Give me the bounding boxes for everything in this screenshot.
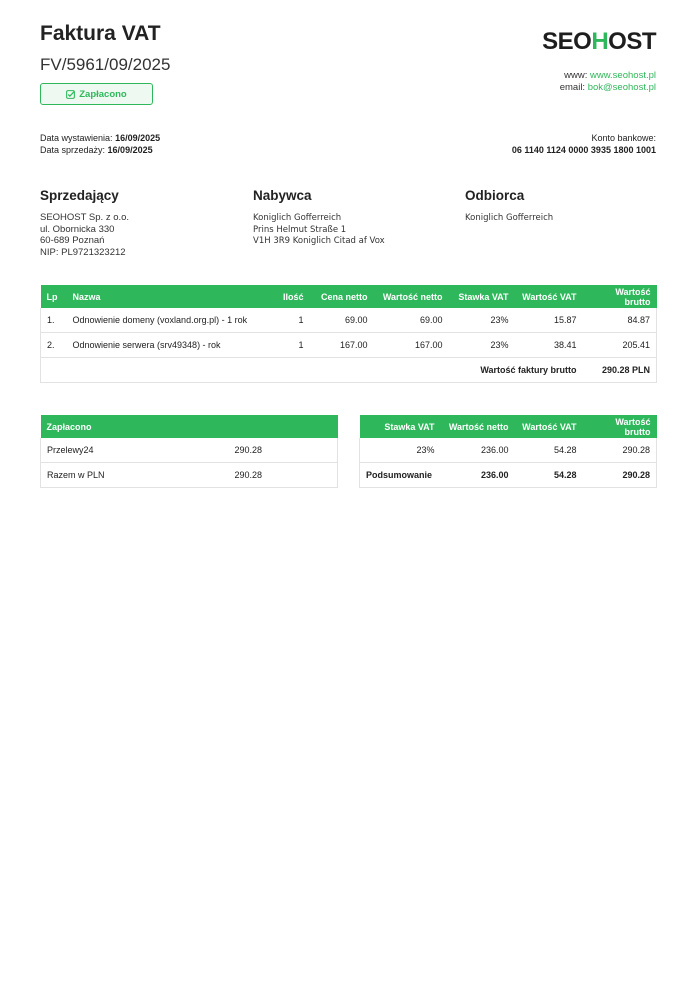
buyer-line: Koniglich Gofferreich — [253, 213, 342, 223]
email-link[interactable]: bok@seohost.pl — [587, 82, 656, 93]
bank-account-label: Konto bankowe: — [591, 133, 656, 143]
invoice-dates — [40, 133, 160, 156]
col-vat-rate: Stawka VAT — [449, 285, 515, 308]
vat-summary-net: 236.00 — [441, 463, 515, 488]
invoice-total-label: Wartość faktury brutto — [41, 358, 583, 383]
sale-date-label: Data sprzedaży: — [40, 144, 106, 155]
payment-header: Zapłacono — [41, 415, 229, 438]
invoice-title: Faktura VAT — [40, 22, 161, 45]
seller-line: ul. Obornicka 330 — [40, 223, 115, 235]
items-table — [40, 285, 657, 383]
payment-table — [40, 415, 338, 488]
issue-date-label: Data wystawienia: — [40, 133, 113, 143]
vat-col-net: Wartość netto — [441, 415, 515, 438]
item-lp: 2. — [41, 333, 67, 358]
vat-col-gross: Wartość brutto — [583, 415, 657, 438]
payment-method: Przelewy24 — [41, 438, 229, 463]
sale-date: 16/09/2025 — [107, 144, 153, 155]
item-net-value: 69.00 — [374, 308, 449, 333]
item-gross-value: 205.41 — [583, 333, 657, 358]
col-name: Nazwa — [67, 285, 272, 308]
table-row — [41, 333, 657, 358]
seohost-logo: SEOHOST — [542, 28, 656, 55]
seller-section — [40, 188, 240, 258]
item-gross-value: 84.87 — [583, 308, 657, 333]
table-row — [41, 308, 657, 333]
item-vat-value: 38.41 — [515, 333, 583, 358]
seller-heading: Sprzedający — [40, 188, 119, 203]
buyer-line: Prins Helmut Straße 1 — [253, 224, 347, 235]
col-lp: Lp — [41, 285, 67, 308]
issue-date: 16/09/2025 — [115, 133, 161, 143]
table-row — [360, 438, 657, 463]
items-header-row — [41, 285, 657, 308]
item-name: Odnowienie serwera (srv49348) - rok — [67, 333, 272, 358]
col-net-price: Cena netto — [310, 285, 374, 308]
col-qty: Ilość — [272, 285, 310, 308]
item-name: Odnowienie domeny (voxland.org.pl) - 1 rok — [67, 308, 272, 333]
vat-summary-gross: 290.28 — [583, 463, 657, 488]
vat-rate: 23% — [360, 438, 441, 463]
vat-col-vat: Wartość VAT — [515, 415, 583, 438]
vat-summary-row — [360, 463, 657, 488]
buyer-section — [253, 188, 453, 248]
vat-summary-label: Podsumowanie — [360, 463, 441, 488]
company-contact — [560, 70, 656, 94]
paid-status-badge — [40, 83, 153, 105]
item-vat-value: 15.87 — [515, 308, 583, 333]
vat-net: 236.00 — [441, 438, 515, 463]
email-label: email: — [559, 82, 586, 93]
buyer-heading: Nabywca — [253, 188, 312, 203]
col-vat-value: Wartość VAT — [515, 285, 583, 308]
recipient-line: Koniglich Gofferreich — [465, 213, 554, 223]
payment-header-blank — [229, 415, 338, 438]
paid-status-label: Zapłacono — [79, 88, 127, 100]
vat-value: 54.28 — [515, 438, 583, 463]
bank-account — [512, 133, 656, 156]
seller-line: NIP: PL9721323212 — [40, 246, 126, 258]
col-net-value: Wartość netto — [374, 285, 449, 308]
item-vat-rate: 23% — [449, 333, 515, 358]
item-net-price: 69.00 — [310, 308, 374, 333]
buyer-line: V1H 3R9 Koniglich Citad af Vox — [253, 236, 385, 246]
vat-summary-table — [359, 415, 657, 488]
payment-total-amount: 290.28 — [229, 463, 338, 488]
item-lp: 1. — [41, 308, 67, 333]
seller-line: 60-689 Poznań — [40, 235, 105, 246]
invoice-total-value: 290.28 PLN — [583, 358, 657, 383]
table-row — [41, 438, 338, 463]
website-link[interactable]: www.seohost.pl — [589, 70, 656, 81]
item-vat-rate: 23% — [449, 308, 515, 333]
vat-summary-vat: 54.28 — [515, 463, 583, 488]
seller-line: SEOHOST Sp. z o.o. — [40, 212, 130, 223]
col-gross-value: Wartość brutto — [583, 285, 657, 308]
vat-col-rate: Stawka VAT — [360, 415, 441, 438]
item-net-price: 167.00 — [310, 333, 374, 358]
www-label: www: — [564, 70, 588, 81]
invoice-total-row — [41, 358, 657, 383]
recipient-section — [465, 188, 655, 225]
payment-total-label: Razem w PLN — [41, 463, 229, 488]
recipient-heading: Odbiorca — [465, 188, 525, 203]
item-qty: 1 — [272, 308, 310, 333]
item-qty: 1 — [272, 333, 310, 358]
table-row — [41, 463, 338, 488]
bank-account-number: 06 1140 1124 0000 3935 1800 1001 — [511, 144, 656, 155]
vat-header-row — [360, 415, 657, 438]
item-net-value: 167.00 — [374, 333, 449, 358]
vat-gross: 290.28 — [583, 438, 657, 463]
checkbox-check-icon — [66, 90, 75, 99]
invoice-number: FV/5961/09/2025 — [40, 55, 171, 74]
payment-amount: 290.28 — [229, 438, 338, 463]
payment-header-row — [41, 415, 338, 438]
